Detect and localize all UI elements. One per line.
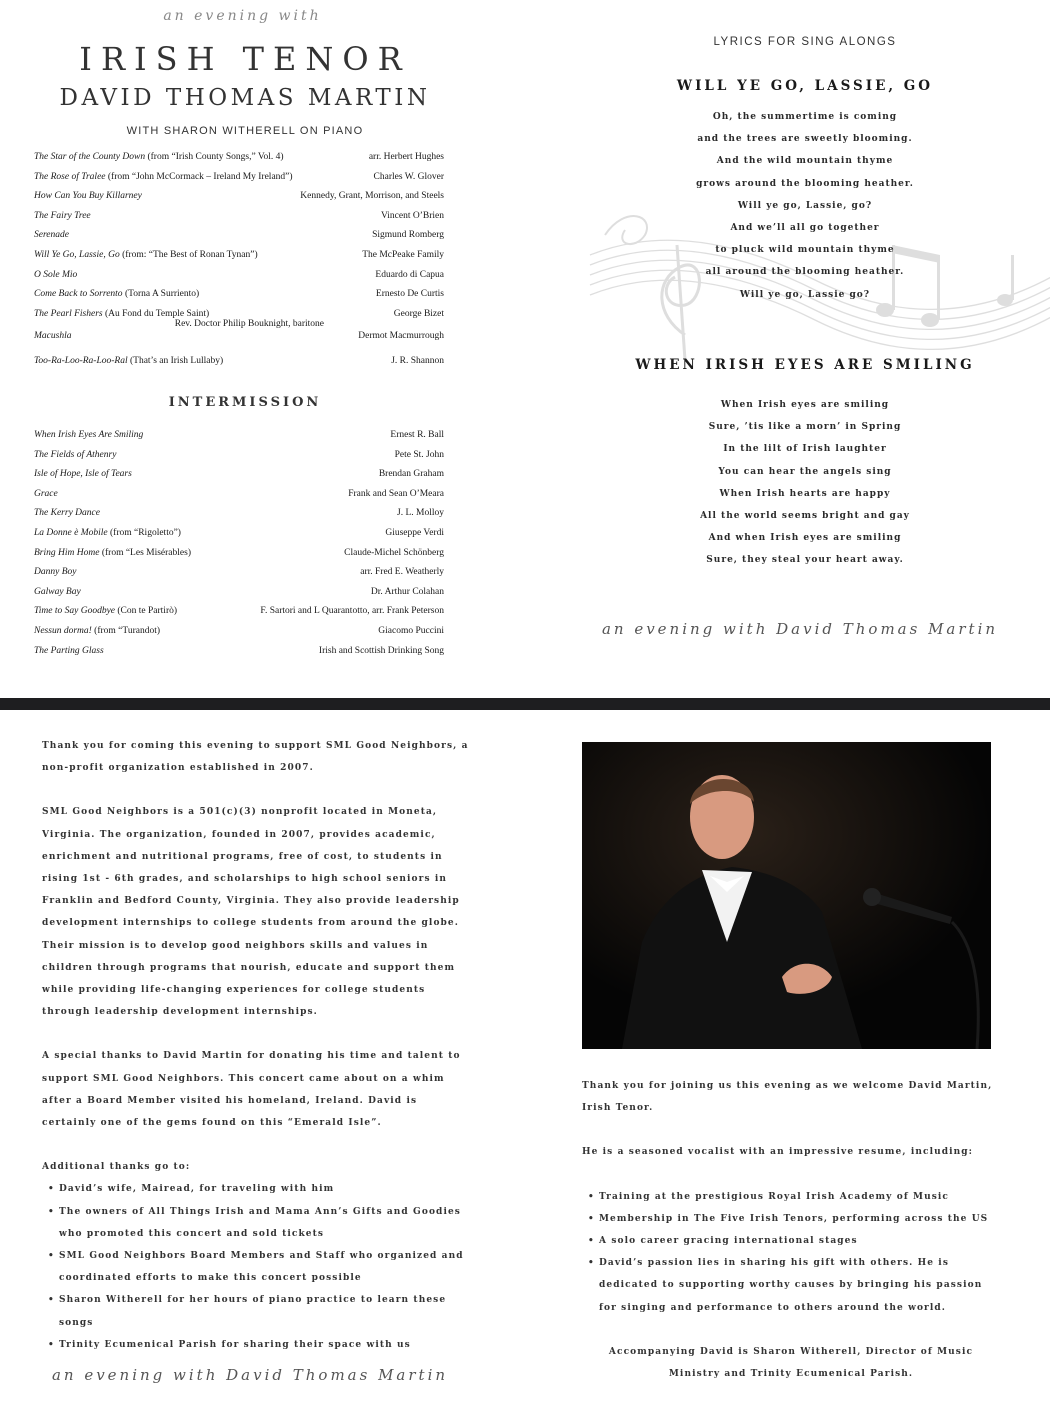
song-credit: Giacomo Puccini — [378, 625, 444, 636]
song-credit: Frank and Sean O’Meara — [348, 488, 444, 499]
song-credit: George Bizet — [393, 308, 444, 319]
program-row: The Rose of Tralee (from “John McCormack – Ireland My Ireland”) Charles W. Glover — [34, 171, 444, 182]
song-title: The Star of the County Down — [34, 152, 146, 162]
program-row — [34, 646, 444, 666]
program-row: The Pearl Fishers (Au Fond du Temple Saint) George Bizet Rev. Doctor Philip Bouknight, baritone — [34, 308, 444, 329]
program-row: Will Ye Go, Lassie, Go (from: “The Best of Ronan Tynan”) The McPeake Family — [34, 249, 444, 260]
signature: an evening with David Thomas Martin — [51, 1366, 449, 1384]
lyric-line: grows around the blooming heather. — [696, 178, 914, 189]
thanks-list — [42, 1178, 472, 1356]
song-credit: Sigmund Romberg — [372, 230, 444, 241]
program-row — [34, 450, 444, 470]
program-row — [34, 489, 444, 509]
program-row — [34, 191, 444, 211]
list-item: • Membership in The Five Irish Tenors, performing across the US — [582, 1208, 1000, 1230]
song-title: How Can You Buy Killarney — [34, 191, 142, 202]
bio-paragraph: Thank you for joining us this evening as we welcome David Martin, Irish Tenor. — [582, 1081, 993, 1114]
song-credit: Brendan Graham — [378, 469, 444, 480]
lyric-line: Sure, ’tis like a morn’ in Spring — [708, 422, 902, 433]
lyric-line: In the lilt of Irish laughter — [723, 444, 887, 455]
song-credit: Irish and Scottish Drinking Song — [318, 645, 444, 656]
lyric-line: When Irish eyes are smiling — [720, 400, 890, 410]
set-one-list — [34, 152, 444, 375]
program-row — [34, 331, 444, 356]
song-title: The Parting Glass — [34, 645, 104, 656]
song-title: The Rose of Tralee — [34, 171, 106, 182]
list-item: • Sharon Witherell for her hours of piano practice to learn these songs — [42, 1289, 472, 1333]
lyric-line: And the wild mountain thyme — [716, 156, 894, 167]
lyric-line: Oh, the summertime is coming — [712, 112, 898, 122]
lyric-line: And we’ll all go together — [730, 222, 880, 233]
song-title: The Fairy Tree — [34, 210, 91, 221]
program-row — [34, 469, 444, 489]
song-one-lyrics — [525, 106, 1050, 306]
song-credit: J. R. Shannon — [391, 355, 444, 366]
performer-name: DAVID THOMAS MARTIN — [59, 85, 431, 111]
page-divider — [0, 698, 1050, 710]
song-two-title: WHEN IRISH EYES ARE SMILING — [635, 357, 975, 373]
lyric-line: and the trees are sweetly blooming. — [697, 134, 913, 145]
lyric-line: Will ye go, Lassie go? — [739, 289, 871, 300]
thanks-paragraph: A special thanks to David Martin for donating his time and talent to support SML Good Neighbors. This concert came about on a whim after a Board Member visited his homeland, Ireland. David is certainly one of the gems found on this “Emerald Isle”. — [42, 1051, 461, 1129]
song-title: Isle of Hope, Isle of Tears — [34, 469, 132, 480]
song-credit: The McPeake Family — [362, 249, 444, 260]
thanks-text — [42, 735, 472, 1356]
thanks-page — [0, 710, 525, 1422]
program-row — [34, 508, 444, 528]
program-row: Too-Ra-Loo-Ra-Loo-Ral (That’s an Irish Lullaby) J. R. Shannon — [34, 355, 444, 366]
program-row: Time to Say Goodbye (Con te Partirò) F. Sartori and L Quarantotto, arr. Frank Peterson — [34, 606, 444, 617]
list-item: • Training at the prestigious Royal Irish Academy of Music — [582, 1186, 1000, 1208]
accompanist-line: WITH SHARON WITHERELL ON PIANO — [126, 125, 364, 137]
list-item: • Trinity Ecumenical Parish for sharing their space with us — [42, 1334, 472, 1356]
song-title: Will Ye Go, Lassie, Go — [34, 249, 120, 260]
lyric-line: And when Irish eyes are smiling — [708, 533, 902, 544]
song-credit: Eduardo di Capua — [375, 269, 444, 280]
bio-text — [582, 1075, 1000, 1385]
song-title: The Fields of Athenry — [34, 449, 117, 460]
program-row: The Star of the County Down (from “Irish County Songs,” Vol. 4) arr. Herbert Hughes — [34, 152, 444, 162]
signature: an evening with David Thomas Martin — [601, 620, 999, 638]
program-row — [34, 270, 444, 290]
song-title: Too-Ra-Loo-Ra-Loo-Ral — [34, 355, 128, 366]
song-title: Galway Bay — [34, 586, 81, 597]
lyric-line: When Irish hearts are happy — [719, 488, 891, 499]
lyric-line: Will ye go, Lassie, go? — [737, 200, 873, 211]
song-credit: Giuseppe Verdi — [385, 527, 444, 538]
lyric-line: to pluck wild mountain thyme — [715, 245, 895, 256]
song-credit: Ernest R. Ball — [390, 430, 444, 440]
performer-photo — [582, 742, 991, 1049]
lyric-line: You can hear the angels sing — [718, 466, 892, 477]
song-credit: J. L. Molloy — [397, 508, 444, 519]
song-title: Bring Him Home — [34, 547, 100, 558]
set-two-list — [34, 430, 444, 665]
lyrics-heading: LYRICS FOR SING ALONGS — [713, 36, 897, 48]
list-item: • A solo career gracing international stages — [582, 1230, 1000, 1252]
song-credit: Vincent O’Brien — [380, 210, 444, 221]
song-credit: Claude-Michel Schönberg — [344, 547, 444, 558]
song-credit: arr. Herbert Hughes — [368, 152, 444, 162]
tagline: an evening with — [163, 8, 322, 24]
list-item: • SML Good Neighbors Board Members and Staff who organized and coordinated efforts to make this concert possible — [42, 1245, 472, 1289]
song-title: Grace — [34, 488, 58, 499]
thanks-paragraph: Thank you for coming this evening to support SML Good Neighbors, a non-profit organization established in 2007. — [42, 741, 469, 774]
song-title: The Kerry Dance — [34, 508, 100, 519]
program-row — [34, 230, 444, 250]
program-row: Nessun dorma! (from “Turandot) Giacomo Puccini — [34, 625, 444, 636]
song-title: When Irish Eyes Are Smiling — [34, 430, 144, 440]
list-item: • The owners of All Things Irish and Mama Ann’s Gifts and Goodies who promoted this concert and sold tickets — [42, 1201, 472, 1245]
song-two-lyrics — [525, 394, 1050, 572]
lyric-line: Sure, they steal your heart away. — [706, 555, 904, 566]
song-title: Danny Boy — [34, 567, 77, 578]
song-credit: F. Sartori and L Quarantotto, arr. Frank Peterson — [260, 606, 444, 617]
program-row: La Donne è Mobile (from “Rigoletto”) Giuseppe Verdi — [34, 527, 444, 538]
song-title: The Pearl Fishers — [34, 308, 103, 319]
song-title: Time to Say Goodbye — [34, 606, 116, 617]
song-credit: Dr. Arthur Colahan — [370, 586, 444, 597]
bio-paragraph: He is a seasoned vocalist with an impressive resume, including: — [582, 1147, 974, 1158]
program-page — [0, 0, 525, 698]
song-credit: Ernesto De Curtis — [375, 289, 444, 300]
song-title: Nessun dorma! — [34, 625, 92, 636]
song-title: Macushla — [34, 330, 72, 341]
song-title: La Donne è Mobile — [34, 527, 108, 538]
bio-paragraph: Accompanying David is Sharon Witherell, Director of Music Ministry and Trinity Ecumenical Parish. — [608, 1346, 974, 1380]
intermission-heading: INTERMISSION — [168, 395, 322, 410]
program-title: IRISH TENOR — [79, 40, 411, 78]
list-item: • David’s wife, Mairead, for traveling with him — [42, 1178, 472, 1200]
program-row — [34, 587, 444, 607]
thanks-paragraph: SML Good Neighbors is a 501(c)(3) nonprofit located in Moneta, Virginia. The organization, founded in 2007, provides academic, enrichment and nutritional programs, free of cost, to students in rising 1st - 6th grades, and scholarships to high school seniors in Franklin and Bedford County, Virginia. They also provide leadership development internships to college students from around the globe. Their mission is to develop good neighbors skills and values in children through programs that nourish, educate and support them while providing life-changing experiences for college students through leadership development internships. — [42, 807, 460, 1018]
song-one-title: WILL YE GO, LASSIE, GO — [676, 78, 934, 94]
program-row — [34, 211, 444, 231]
song-credit: Charles W. Glover — [373, 171, 444, 182]
song-credit: Pete St. John — [394, 449, 444, 460]
song-title: Serenade — [34, 230, 69, 241]
guest-performer: Rev. Doctor Philip Bouknight, baritone — [174, 318, 324, 329]
bio-page — [525, 710, 1050, 1422]
lyrics-page — [525, 0, 1050, 698]
song-title: Come Back to Sorrento — [34, 289, 123, 300]
program-row — [34, 430, 444, 450]
program-row — [34, 567, 444, 587]
song-credit: Dermot Macmurrough — [358, 330, 444, 341]
thanks-list-heading: Additional thanks go to: — [42, 1162, 191, 1173]
bio-list — [582, 1186, 1000, 1319]
lyric-line: All the world seems bright and gay — [700, 510, 910, 521]
lyric-line: all around the blooming heather. — [705, 267, 905, 278]
list-item: • David’s passion lies in sharing his gift with others. He is dedicated to supporting worthy causes by bringing his passion for singing and performance to others around the world. — [582, 1252, 1000, 1319]
song-credit: Kennedy, Grant, Morrison, and Steels — [300, 191, 444, 202]
song-credit: arr. Fred E. Weatherly — [360, 567, 444, 578]
program-row: Come Back to Sorrento (Torna A Surriento) Ernesto De Curtis — [34, 289, 444, 300]
song-title: O Sole Mio — [34, 269, 78, 280]
program-row: Bring Him Home (from “Les Misérables) Claude-Michel Schönberg — [34, 547, 444, 558]
